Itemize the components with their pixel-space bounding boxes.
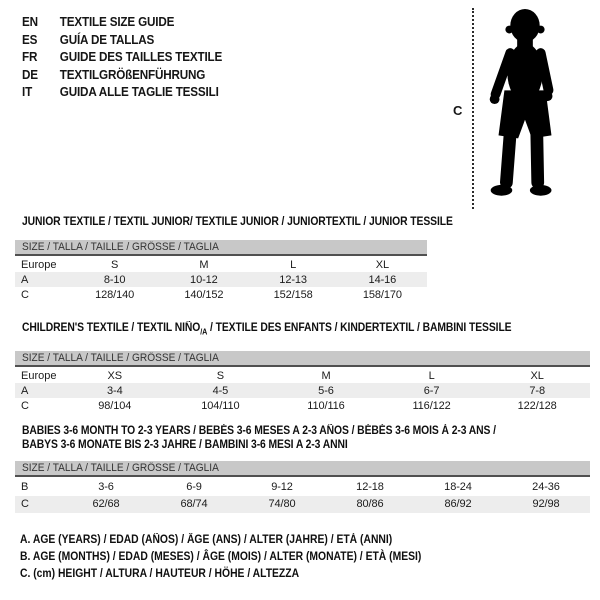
language-code: IT: [22, 84, 33, 99]
table-title-line: [22, 215, 453, 229]
language-code: FR: [22, 49, 38, 64]
language-row: [22, 13, 222, 31]
height-measure-dotted-line: [472, 8, 474, 209]
table-cell: 68/74: [180, 498, 208, 511]
junior-textile-table: [15, 215, 453, 302]
size-header-bar: [15, 461, 590, 477]
table-cell: 86/92: [444, 498, 472, 511]
row-label: B: [21, 480, 29, 493]
legend-line: C. (cm) HEIGHT / ALTURA / HAUTEUR / HÖHE / ALTEZZA: [20, 568, 300, 580]
table-row: [15, 496, 590, 514]
size-header-label: SIZE / TALLA / TAILLE / GRÖSSE / TAGLIA: [22, 462, 219, 474]
table-cell: 140/152: [184, 288, 224, 301]
size-header-bar: [15, 240, 427, 256]
table-cell: 62/68: [92, 498, 120, 511]
language-label: TEXTILGRÖßENFÜHRUNG: [59, 66, 206, 82]
legend-line: A. AGE (YEARS) / EDAD (AÑOS) / ÂGE (ANS) / ALTER (JAHRE) / ETÀ (ANNI): [20, 534, 393, 546]
table-row: [15, 287, 427, 302]
table-cell: 24-36: [532, 480, 560, 493]
table-cell: 14-16: [368, 273, 397, 286]
row-label: C: [21, 399, 29, 412]
table-title-text: BABYS 3-6 MONATE BIS 2-3 JAHRE / BAMBINI 3-6 MESI A 2-3 ANNI: [22, 439, 348, 451]
table-title-text: BABIES 3-6 MONTH TO 2-3 YEARS / BEBÉS 3-6 MESES A 2-3 AÑOS / BÉBÉS 3-6 MOIS À 2-3 ANS /: [22, 425, 496, 437]
table-cell: 3-6: [98, 480, 114, 493]
table-cell: 152/158: [273, 288, 313, 301]
table-title-text: /A: [200, 327, 208, 337]
table-cell: M: [321, 369, 331, 382]
row-label: A: [21, 384, 29, 397]
table-row: [15, 478, 590, 496]
table-row: [15, 383, 590, 398]
row-label: Europe: [21, 369, 57, 382]
table-rows: [15, 257, 427, 302]
table-cell: 10-12: [190, 273, 218, 286]
table-cell: 12-13: [279, 273, 307, 286]
legend-line: B. AGE (MONTHS) / EDAD (MESES) / ÂGE (MOIS) / ALTER (MONATE) / ETÀ (MESI): [20, 551, 422, 563]
measurement-legend: [20, 532, 421, 583]
table-title: [22, 424, 533, 452]
table-title-text: CHILDREN'S TEXTILE / TEXTIL NIÑO: [22, 322, 201, 334]
table-cell: 158/170: [362, 288, 402, 301]
size-header-label: SIZE / TALLA / TAILLE / GRÖSSE / TAGLIA: [22, 352, 219, 365]
table-row: [15, 257, 427, 272]
language-code: ES: [22, 31, 38, 47]
table-title-text: JUNIOR TEXTILE / TEXTIL JUNIOR/ TEXTILE JUNIOR / JUNIORTEXTIL / JUNIOR TESSILE: [22, 216, 453, 228]
table-cell: 104/110: [201, 399, 240, 412]
table-cell: XS: [107, 369, 123, 382]
table-row: [15, 272, 427, 287]
table-cell: 110/116: [307, 399, 345, 412]
table-title-text: / TEXTILE DES ENFANTS / KINDERTEXTIL / BAMBINI TESSILE: [207, 322, 512, 334]
table-row: [15, 368, 590, 383]
table-cell: 80/86: [356, 498, 384, 511]
language-row: [22, 66, 222, 84]
height-label: C: [453, 103, 463, 118]
table-title-line: [22, 424, 533, 438]
language-label: GUIDA ALLE TAGLIE TESSILI: [59, 84, 219, 99]
table-cell: L: [290, 258, 297, 271]
table-cell: 3-4: [106, 384, 123, 397]
language-list: [22, 13, 222, 101]
table-cell: 122/128: [517, 399, 557, 412]
row-label: C: [21, 498, 29, 511]
table-cell: 116/122: [412, 399, 451, 412]
table-cell: 8-10: [103, 273, 126, 286]
table-cell: L: [428, 369, 435, 382]
row-label: C: [21, 288, 29, 301]
language-row: [22, 83, 222, 101]
table-cell: 128/140: [95, 288, 135, 301]
language-label: GUÍA DE TALLAS: [59, 31, 155, 47]
language-row: [22, 48, 222, 66]
language-row: [22, 31, 222, 49]
row-label: A: [21, 273, 29, 286]
table-cell: 7-8: [529, 384, 545, 397]
table-cell: 6-9: [186, 480, 202, 493]
babies-textile-table: [15, 424, 590, 513]
language-label: GUIDE DES TAILLES TEXTILE: [59, 49, 223, 64]
language-code: EN: [22, 14, 38, 29]
table-title-line: [22, 321, 533, 339]
table-cell: S: [216, 369, 225, 382]
table-cell: XL: [375, 258, 389, 271]
language-label: TEXTILE SIZE GUIDE: [59, 14, 175, 29]
table-title-line: [22, 438, 533, 452]
table-cell: 74/80: [268, 498, 296, 511]
table-cell: XL: [530, 369, 544, 382]
table-cell: 5-6: [318, 384, 334, 397]
table-cell: 6-7: [423, 384, 440, 397]
row-label: Europe: [21, 258, 57, 271]
childrens-textile-table: [15, 321, 590, 413]
table-cell: 98/104: [98, 399, 132, 412]
table-cell: 92/98: [532, 498, 560, 511]
table-rows: [15, 478, 590, 513]
table-cell: M: [199, 258, 209, 271]
table-cell: 9-12: [271, 480, 293, 493]
language-code: DE: [22, 66, 38, 82]
baby-silhouette-icon: [479, 6, 571, 211]
size-header-label: SIZE / TALLA / TAILLE / GRÖSSE / TAGLIA: [22, 241, 219, 253]
table-cell: 4-5: [212, 384, 229, 397]
size-header-bar: [15, 351, 590, 367]
table-cell: 12-18: [356, 480, 384, 493]
table-title: [22, 215, 453, 229]
table-row: [15, 398, 590, 413]
table-cell: 18-24: [444, 480, 472, 493]
table-title: [22, 321, 533, 339]
table-rows: [15, 368, 590, 413]
table-cell: S: [111, 258, 119, 271]
